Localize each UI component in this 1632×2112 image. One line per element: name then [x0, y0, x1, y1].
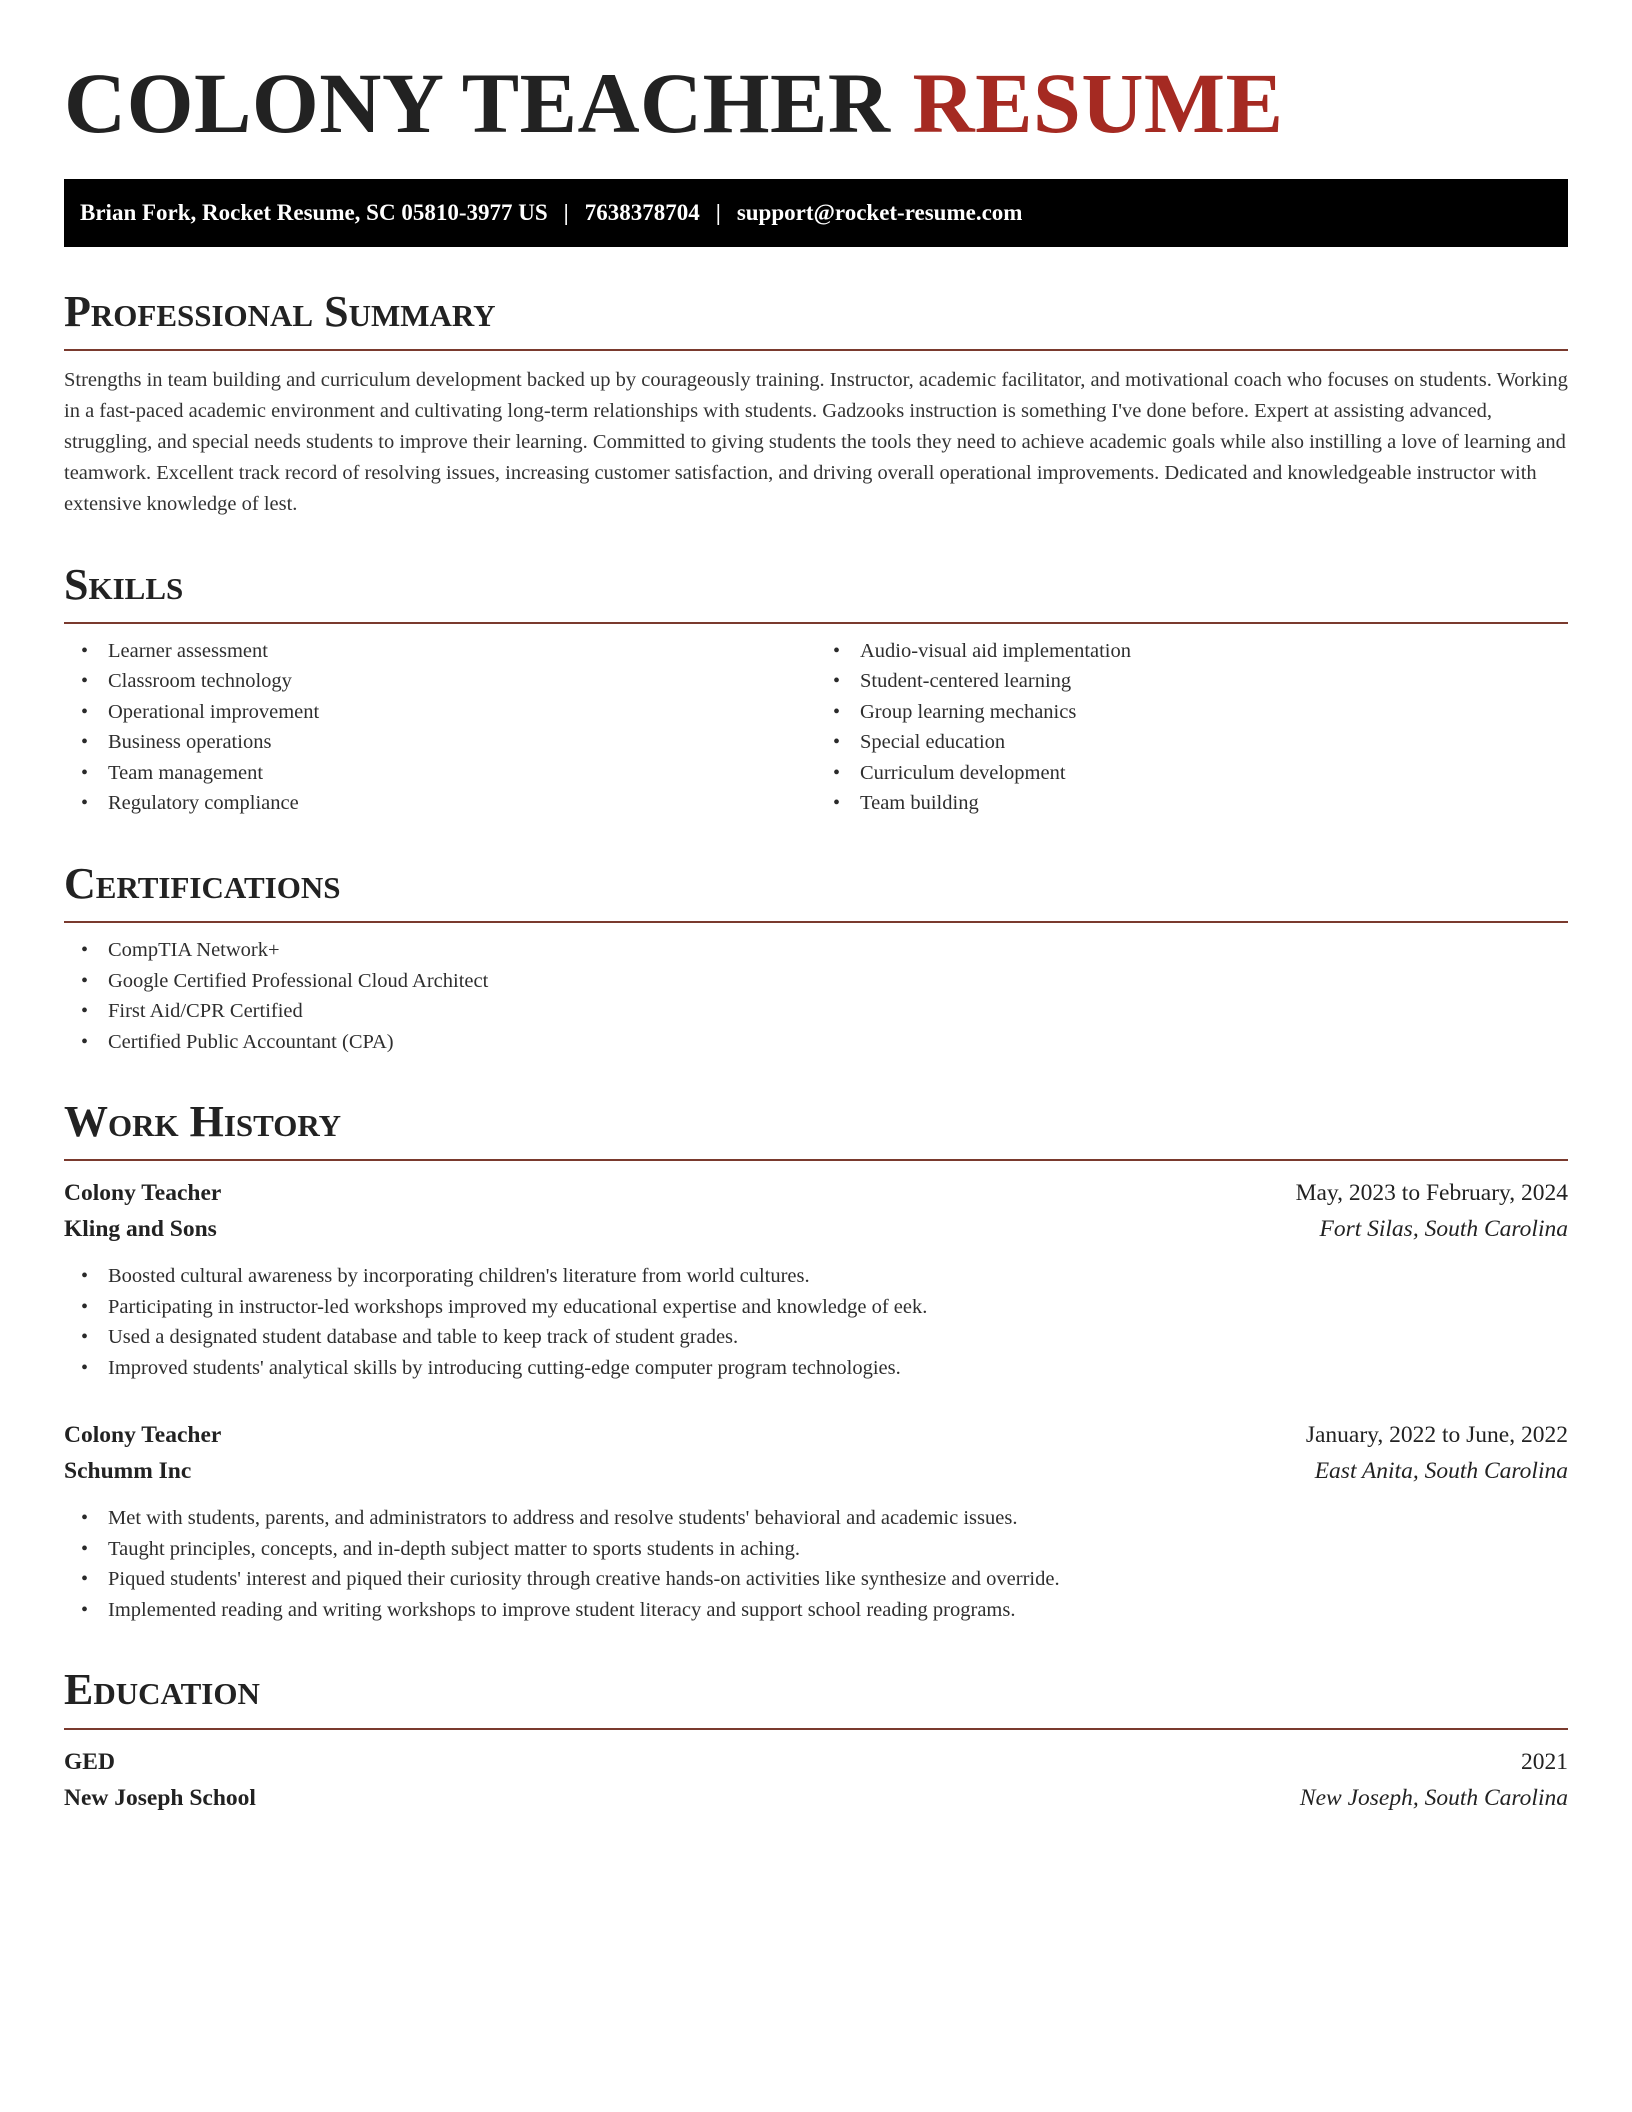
skills-heading: Skills — [64, 562, 1568, 624]
job-dates: January, 2022 to June, 2022 — [1305, 1422, 1568, 1449]
job-bullet: • Boosted cultural awareness by incorporating children's literature from world cultures. — [64, 1261, 1568, 1292]
job-bullet: • Taught principles, concepts, and in-depth subject matter to sports students in aching. — [64, 1534, 1568, 1565]
summary-heading: Professional Summary — [64, 289, 1568, 351]
summary-text: Strengths in team building and curriculum development backed up by courageously training. Instructor, academic facilitator, and motivational coach who focuses on students. Working in a fast-paced academic environment and cultivating long-term relationships with students. Gadzooks instruction is something I've done before. Expert at assisting advanced, struggling, and special needs students to improve their learning. Committed to giving students the tools they need to achieve academic goals while also instilling a love of learning and teamwork. Excellent track record of resolving issues, increasing customer satisfaction, and driving overall operational improvements. Dedicated and knowledgeable instructor with extensive knowledge of lest. — [64, 368, 1568, 515]
job-dates: May, 2023 to February, 2024 — [1295, 1180, 1568, 1207]
job-bullet: • Used a designated student database and table to keep track of student grades. — [64, 1322, 1568, 1353]
job-title: Colony Teacher — [64, 1180, 222, 1207]
job-bullet: • Participating in instructor-led workshops improved my educational expertise and knowledge of eek. — [64, 1292, 1568, 1323]
job-company: Schumm Inc — [64, 1458, 192, 1485]
summary-section — [64, 286, 1568, 520]
job-bullet: • Implemented reading and writing workshops to improve student literacy and support school reading programs. — [64, 1595, 1568, 1626]
skills-list-right — [816, 636, 1568, 819]
education-heading: Education — [64, 1667, 1568, 1729]
skill-item: • Learner assessment — [64, 636, 816, 667]
certification-item: • CompTIA Network+ — [64, 935, 1568, 966]
education-school: New Joseph School — [64, 1784, 256, 1811]
skill-item: • Curriculum development — [816, 758, 1568, 789]
certifications-heading: Certifications — [64, 861, 1568, 923]
contact-bar — [64, 179, 1568, 247]
job-company-row — [64, 1453, 1568, 1489]
contact-separator: | — [715, 199, 721, 225]
contact-address: Brian Fork, Rocket Resume, SC 05810-3977 US — [80, 199, 548, 225]
skill-item: • Operational improvement — [64, 697, 816, 728]
contact-phone: 7638378704 — [584, 199, 700, 225]
job-company-row — [64, 1211, 1568, 1247]
job-header-row — [64, 1175, 1568, 1211]
work-history-section — [64, 1099, 1568, 1625]
contact-separator: | — [563, 199, 569, 225]
job-bullets — [64, 1261, 1568, 1383]
education-location: New Joseph, South Carolina — [1299, 1784, 1568, 1811]
job-title: Colony Teacher — [64, 1422, 222, 1449]
skill-item: • Business operations — [64, 727, 816, 758]
skill-item: • Group learning mechanics — [816, 697, 1568, 728]
skill-item: • Student-centered learning — [816, 666, 1568, 697]
job-bullet: • Piqued students' interest and piqued their curiosity through creative hands-on activities like synthesize and override. — [64, 1564, 1568, 1595]
skill-item: • Classroom technology — [64, 666, 816, 697]
skills-list-left — [64, 636, 816, 819]
resume-title — [64, 56, 1568, 151]
certification-item: • Google Certified Professional Cloud Architect — [64, 966, 1568, 997]
job-location: Fort Silas, South Carolina — [1319, 1216, 1568, 1243]
job-entry — [64, 1417, 1568, 1625]
education-degree-row — [64, 1744, 1568, 1780]
skill-item: • Regulatory compliance — [64, 788, 816, 819]
certification-item: • Certified Public Accountant (CPA) — [64, 1027, 1568, 1058]
job-location: East Anita, South Carolina — [1314, 1458, 1568, 1485]
education-year: 2021 — [1521, 1748, 1568, 1775]
certifications-section — [64, 858, 1568, 1057]
work-history-heading: Work History — [64, 1099, 1568, 1161]
job-entry — [64, 1175, 1568, 1383]
title-main: COLONY TEACHER — [64, 55, 891, 151]
certifications-list — [64, 935, 1568, 1057]
job-company: Kling and Sons — [64, 1216, 217, 1243]
skills-section — [64, 559, 1568, 819]
job-bullet: • Improved students' analytical skills by introducing cutting-edge computer program technologies. — [64, 1353, 1568, 1384]
education-school-row — [64, 1780, 1568, 1816]
job-bullet: • Met with students, parents, and administrators to address and resolve students' behavioral and academic issues. — [64, 1503, 1568, 1534]
skill-item: • Team building — [816, 788, 1568, 819]
skill-item: • Team management — [64, 758, 816, 789]
job-header-row — [64, 1417, 1568, 1453]
education-section — [64, 1667, 1568, 1815]
skills-grid — [64, 624, 1568, 819]
title-accent: RESUME — [912, 55, 1284, 151]
skill-item: • Audio-visual aid implementation — [816, 636, 1568, 667]
contact-email: support@rocket-resume.com — [736, 199, 1023, 225]
education-entry — [64, 1744, 1568, 1816]
education-degree: GED — [64, 1748, 115, 1775]
skill-item: • Special education — [816, 727, 1568, 758]
certification-item: • First Aid/CPR Certified — [64, 996, 1568, 1027]
job-bullets — [64, 1503, 1568, 1625]
